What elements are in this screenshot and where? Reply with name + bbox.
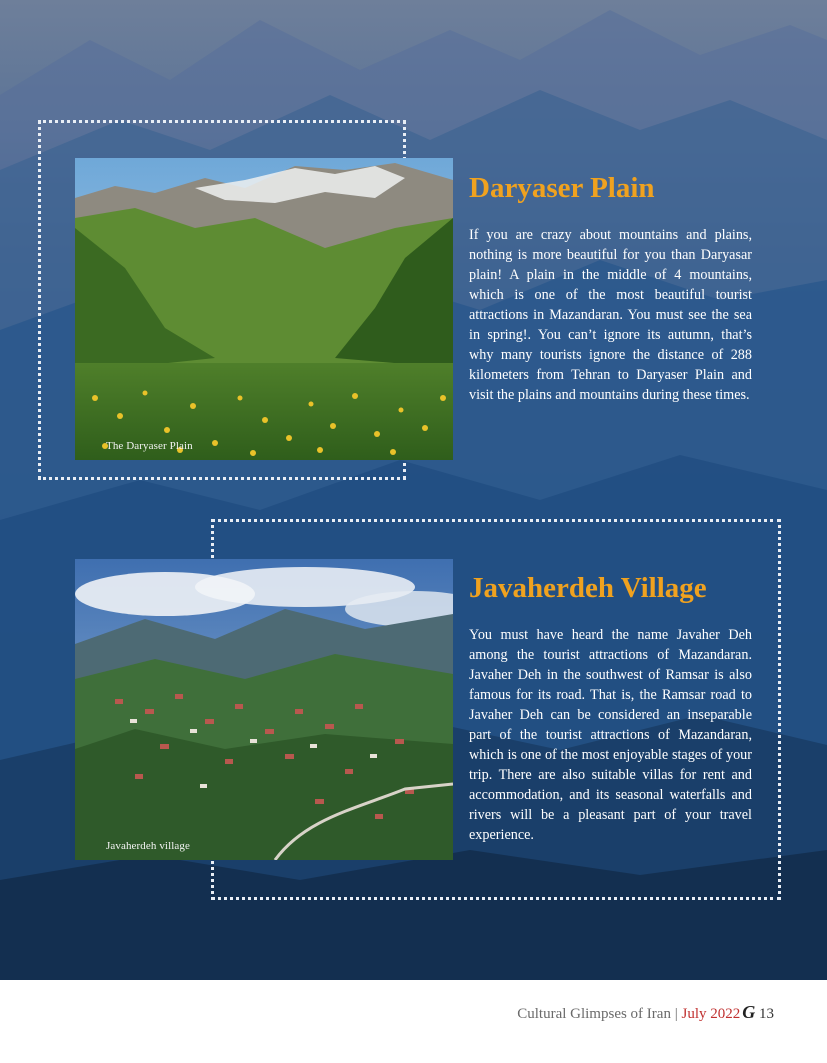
photo-caption: Javaherdeh village: [106, 840, 190, 852]
page-number: 13: [759, 1006, 774, 1022]
section-title: Javaherdeh Village: [469, 572, 707, 604]
magazine-logo-icon: G: [742, 1002, 756, 1022]
footer-separator: |: [674, 1006, 678, 1022]
publication-name: Cultural Glimpses of Iran: [517, 1006, 671, 1022]
section-body: If you are crazy about mountains and plains, nothing is more beautiful for you than Daryasar plain! A plain in the middle of 4 mountains, which is one of the most beautiful tourist attractions in Mazandaran. You must see the sea in spring!. You can’t ignore its autumn, that’s why many tourists ignore the distance of 288 kilometers from Tehran to Daryaser Plain and visit the plains and mountains during these times.: [469, 227, 752, 403]
daryaser-plain-photo: [75, 158, 453, 460]
section-title: Daryaser Plain: [469, 172, 655, 204]
photo-caption: The Daryaser Plain: [106, 440, 193, 452]
issue-date: July 2022: [681, 1006, 741, 1022]
javaherdeh-village-photo: [75, 559, 453, 860]
section-body: You must have heard the name Javaher Deh among the tourist attractions of Mazandaran. Javaher Deh in the southwest of Ramsar is also famous for its road. That is, the Ramsar road to Javaher Deh can be considered an inseparable part of the tourist attractions of Mazandaran, which is one of the most enjoyable stages of your trip. There are also suitable villas for rent and accommodation, and its seasonal waterfalls and rivers will be a pleasant part of your travel experience.: [469, 627, 752, 843]
page-footer: [517, 1002, 774, 1023]
